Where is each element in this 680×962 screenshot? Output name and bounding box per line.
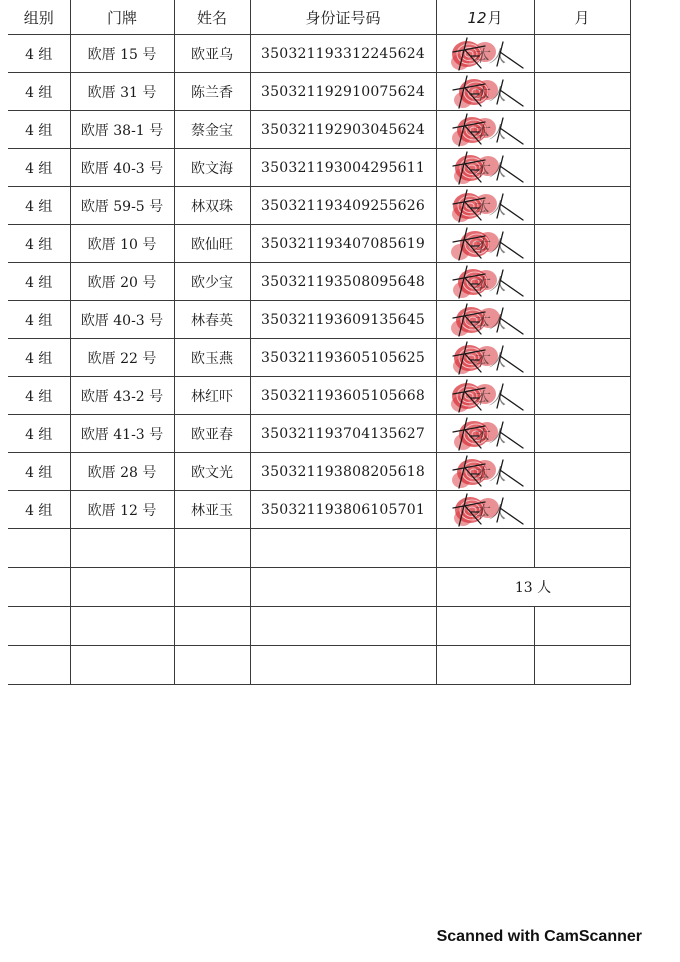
roster-body [8, 35, 630, 685]
empty-cell [250, 607, 436, 646]
empty-cell [70, 568, 174, 607]
signature-text: 本人 [471, 389, 506, 409]
cell-id-number: 350321193806105701 [250, 491, 436, 529]
table-row [8, 111, 630, 149]
cell-group: 4 组 [8, 301, 70, 339]
cell-group: 4 组 [8, 225, 70, 263]
cell-signature-month-1 [436, 73, 534, 111]
header-month-1 [436, 0, 534, 35]
roster-table [8, 0, 631, 685]
cell-id-number: 350321193609135645 [250, 301, 436, 339]
empty-cell [250, 529, 436, 568]
cell-door: 欧厝 40-3 号 [70, 149, 174, 187]
table-row [8, 453, 630, 491]
empty-cell [8, 529, 70, 568]
cell-month-2 [534, 339, 630, 377]
table-row [8, 187, 630, 225]
empty-cell [70, 646, 174, 685]
cell-month-2 [534, 263, 630, 301]
cell-month-2 [534, 301, 630, 339]
signature-text: 本人 [471, 351, 506, 371]
cell-month-2 [534, 453, 630, 491]
cell-month-2 [534, 111, 630, 149]
cell-month-2 [534, 35, 630, 73]
signature-text: 本人 [471, 503, 506, 523]
empty-cell [174, 529, 250, 568]
cell-id-number: 350321193704135627 [250, 415, 436, 453]
empty-cell [8, 607, 70, 646]
fingerprint-signature [445, 111, 533, 149]
table-row [8, 225, 630, 263]
fingerprint-signature [445, 263, 533, 301]
empty-cell [174, 607, 250, 646]
scanner-watermark: Scanned with CamScanner [436, 928, 642, 945]
cell-id-number: 350321193312245624 [250, 35, 436, 73]
cell-door: 欧厝 40-3 号 [70, 301, 174, 339]
cell-door: 欧厝 15 号 [70, 35, 174, 73]
cell-name: 欧仙旺 [174, 225, 250, 263]
cell-group: 4 组 [8, 453, 70, 491]
fingerprint-signature [445, 301, 533, 339]
fingerprint-signature [445, 225, 533, 263]
cell-group: 4 组 [8, 187, 70, 225]
empty-cell [70, 607, 174, 646]
signature-text: 本人 [471, 123, 506, 143]
cell-name: 林红吓 [174, 377, 250, 415]
cell-id-number: 350321193605105668 [250, 377, 436, 415]
fingerprint-signature [445, 73, 533, 111]
cell-group: 4 组 [8, 377, 70, 415]
cell-signature-month-1 [436, 453, 534, 491]
cell-month-2 [534, 225, 630, 263]
header-group: 组别 [8, 0, 70, 35]
empty-cell [436, 529, 534, 568]
empty-cell [436, 607, 534, 646]
signature-text: 本人 [471, 275, 506, 295]
cell-name: 欧文光 [174, 453, 250, 491]
cell-signature-month-1 [436, 35, 534, 73]
cell-group: 4 组 [8, 415, 70, 453]
cell-door: 欧厝 10 号 [70, 225, 174, 263]
cell-name: 欧玉燕 [174, 339, 250, 377]
signature-text: 本人 [471, 85, 506, 105]
empty-cell [250, 646, 436, 685]
cell-group: 4 组 [8, 35, 70, 73]
header-row [8, 0, 630, 35]
cell-door: 欧厝 43-2 号 [70, 377, 174, 415]
cell-month-2 [534, 415, 630, 453]
cell-door: 欧厝 31 号 [70, 73, 174, 111]
cell-name: 林双珠 [174, 187, 250, 225]
table-row [8, 301, 630, 339]
cell-signature-month-1 [436, 339, 534, 377]
cell-id-number: 350321193508095648 [250, 263, 436, 301]
fingerprint-signature [445, 491, 533, 529]
fingerprint-signature [445, 35, 533, 73]
header-month-1-number: 12 [467, 8, 487, 27]
empty-cell [534, 646, 630, 685]
cell-door: 欧厝 59-5 号 [70, 187, 174, 225]
cell-name: 林亚玉 [174, 491, 250, 529]
header-name: 姓名 [174, 0, 250, 35]
signature-text: 本人 [471, 199, 506, 219]
table-row [8, 339, 630, 377]
cell-name: 林春英 [174, 301, 250, 339]
cell-signature-month-1 [436, 491, 534, 529]
cell-signature-month-1 [436, 377, 534, 415]
table-row [8, 263, 630, 301]
cell-door: 欧厝 20 号 [70, 263, 174, 301]
cell-name: 欧少宝 [174, 263, 250, 301]
empty-cell [70, 529, 174, 568]
cell-month-2 [534, 377, 630, 415]
cell-door: 欧厝 22 号 [70, 339, 174, 377]
cell-month-2 [534, 187, 630, 225]
empty-cell [534, 607, 630, 646]
cell-door: 欧厝 12 号 [70, 491, 174, 529]
cell-name: 陈兰香 [174, 73, 250, 111]
cell-group: 4 组 [8, 149, 70, 187]
cell-month-2 [534, 73, 630, 111]
cell-group: 4 组 [8, 111, 70, 149]
cell-door: 欧厝 41-3 号 [70, 415, 174, 453]
empty-cell [8, 646, 70, 685]
table-row [8, 149, 630, 187]
fingerprint-signature [445, 149, 533, 187]
header-door: 门牌 [70, 0, 174, 35]
cell-month-2 [534, 149, 630, 187]
signature-text: 本人 [471, 465, 506, 485]
total-count: 13 人 [436, 568, 630, 607]
fingerprint-signature [445, 377, 533, 415]
empty-cell [174, 568, 250, 607]
cell-month-2 [534, 491, 630, 529]
fingerprint-signature [445, 339, 533, 377]
cell-id-number: 350321193407085619 [250, 225, 436, 263]
cell-id-number: 350321193605105625 [250, 339, 436, 377]
empty-row [8, 529, 630, 568]
header-month-1-unit: 月 [487, 8, 503, 27]
cell-group: 4 组 [8, 339, 70, 377]
table-row [8, 491, 630, 529]
fingerprint-signature [445, 453, 533, 491]
signature-text: 本人 [471, 161, 506, 181]
cell-group: 4 组 [8, 491, 70, 529]
empty-row [8, 607, 630, 646]
fingerprint-signature [445, 415, 533, 453]
cell-id-number: 350321193409255626 [250, 187, 436, 225]
cell-signature-month-1 [436, 415, 534, 453]
cell-id-number: 350321193808205618 [250, 453, 436, 491]
cell-door: 欧厝 38-1 号 [70, 111, 174, 149]
empty-cell [174, 646, 250, 685]
cell-signature-month-1 [436, 111, 534, 149]
table-row [8, 415, 630, 453]
cell-group: 4 组 [8, 73, 70, 111]
total-row [8, 568, 630, 607]
cell-signature-month-1 [436, 187, 534, 225]
empty-cell [8, 568, 70, 607]
empty-cell [250, 568, 436, 607]
empty-cell [436, 646, 534, 685]
cell-id-number: 350321192903045624 [250, 111, 436, 149]
roster-sheet [8, 0, 630, 685]
table-row [8, 73, 630, 111]
empty-cell [534, 529, 630, 568]
cell-group: 4 组 [8, 263, 70, 301]
empty-row [8, 646, 630, 685]
cell-id-number: 350321193004295611 [250, 149, 436, 187]
cell-door: 欧厝 28 号 [70, 453, 174, 491]
cell-signature-month-1 [436, 225, 534, 263]
cell-name: 蔡金宝 [174, 111, 250, 149]
table-row [8, 377, 630, 415]
cell-name: 欧亚春 [174, 415, 250, 453]
signature-text: 本人 [471, 237, 506, 257]
cell-name: 欧文海 [174, 149, 250, 187]
signature-text: 本人 [471, 313, 506, 333]
fingerprint-signature [445, 187, 533, 225]
header-id: 身份证号码 [250, 0, 436, 35]
cell-signature-month-1 [436, 149, 534, 187]
header-month-2: 月 [534, 0, 630, 35]
table-row [8, 35, 630, 73]
cell-signature-month-1 [436, 301, 534, 339]
cell-name: 欧亚乌 [174, 35, 250, 73]
cell-id-number: 350321192910075624 [250, 73, 436, 111]
cell-signature-month-1 [436, 263, 534, 301]
signature-text: 本人 [471, 427, 506, 447]
signature-text: 本人 [471, 47, 506, 67]
